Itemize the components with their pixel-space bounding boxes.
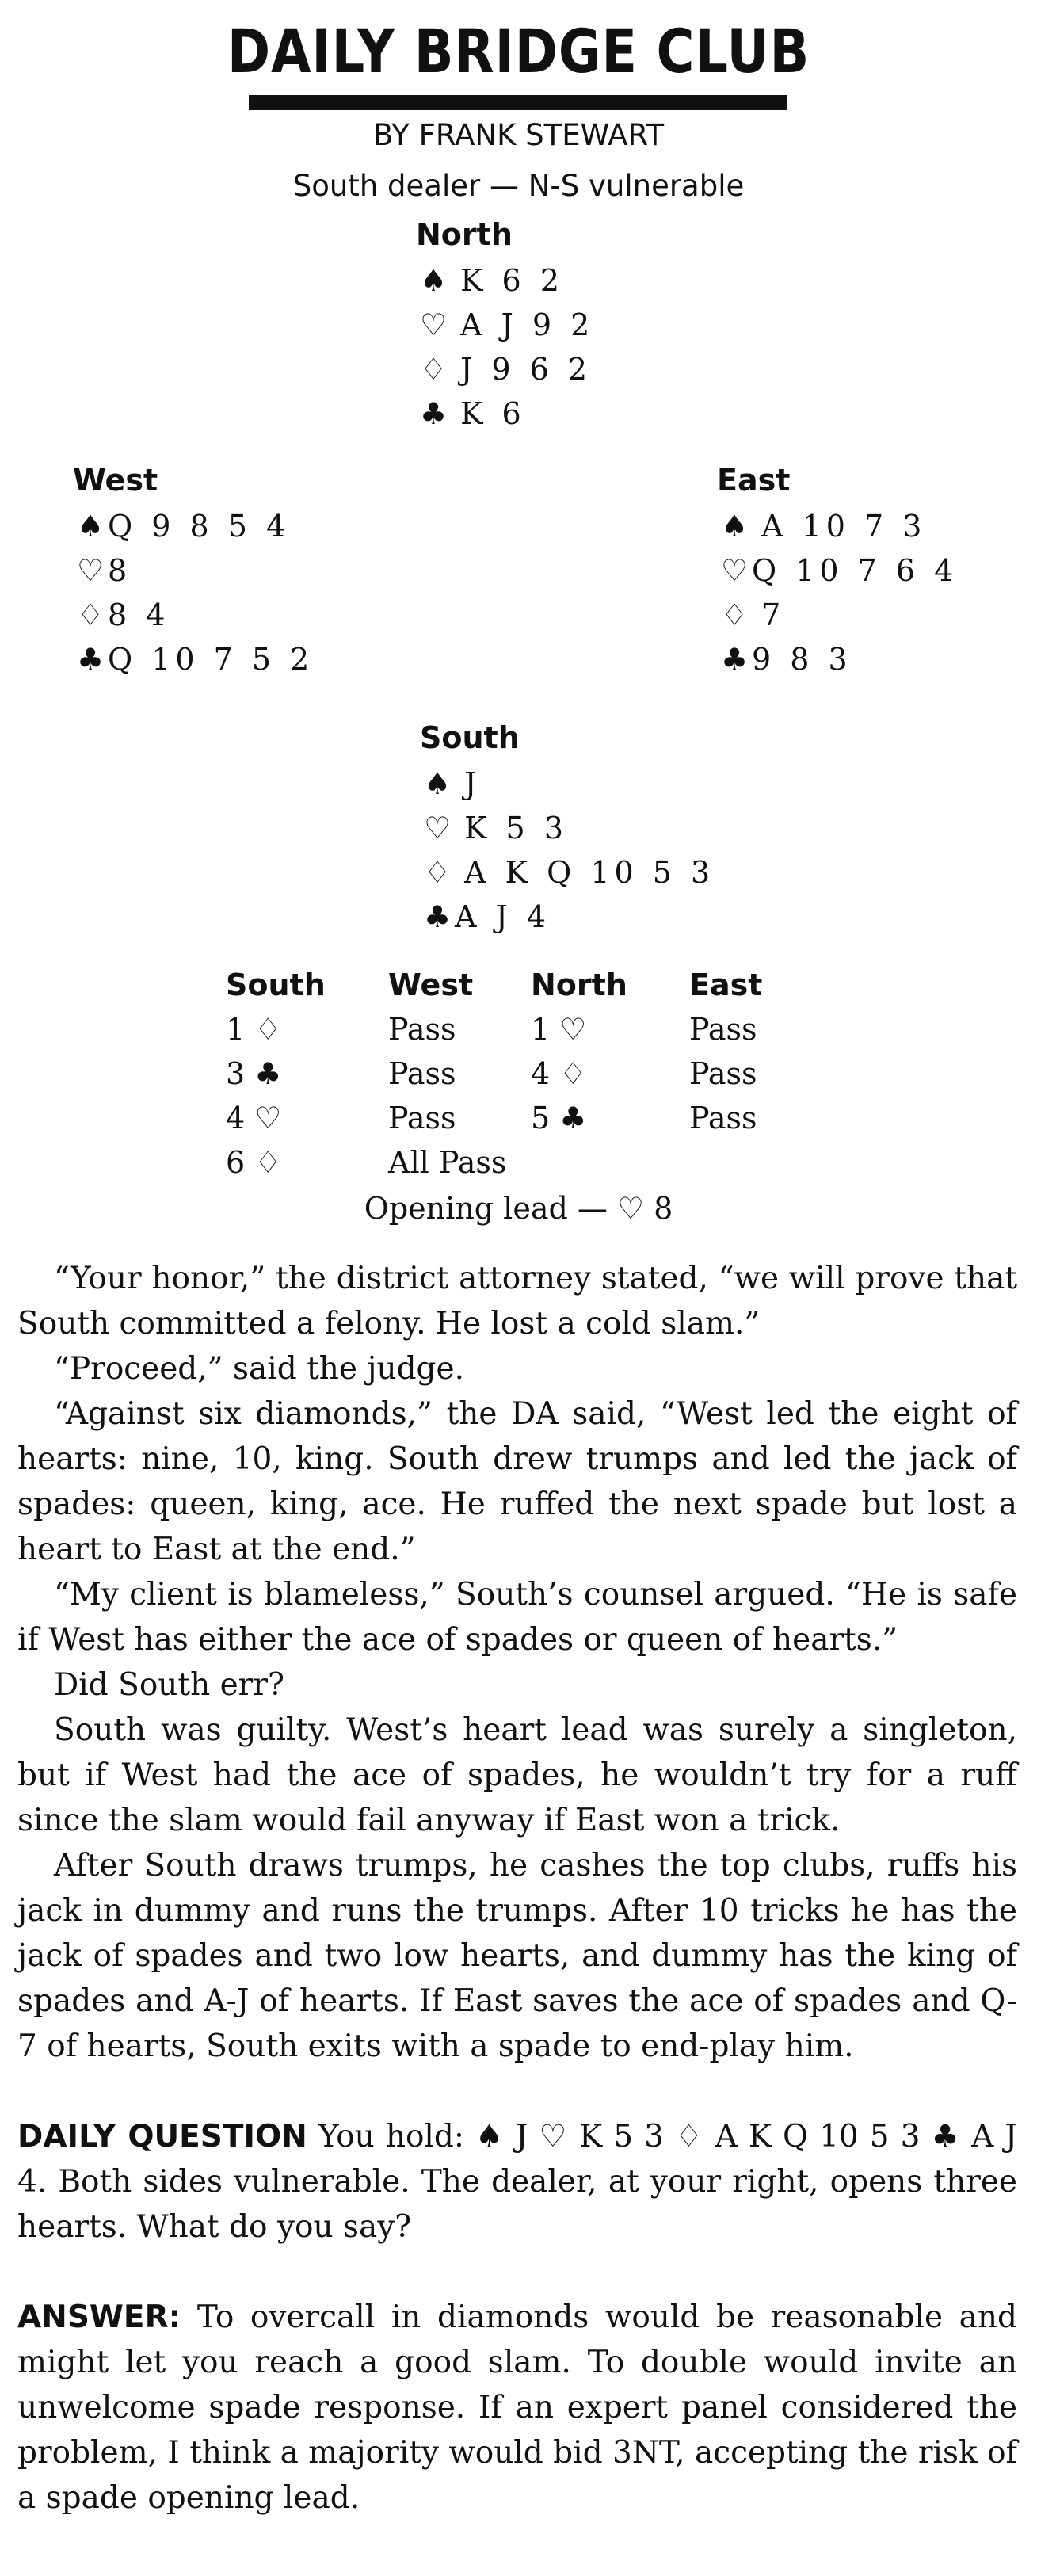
club-icon: ♣: [423, 899, 452, 934]
article-paragraph: “My client is blameless,” South’s counsel argued. “He is safe if West has either the ace of spades or queen of hearts.”: [17, 1577, 1017, 1658]
club-icon: ♣: [419, 396, 448, 431]
spade-icon: ♠: [720, 509, 749, 544]
auction-row: [226, 1140, 860, 1185]
bid: All Pass: [388, 1145, 507, 1180]
diamond-icon: ♢: [76, 597, 105, 632]
hand-south: [420, 717, 715, 939]
diamonds-row: ♢ J 9 6 2: [416, 347, 594, 391]
spade-icon: ♠: [419, 263, 448, 298]
diamond-icon: ♢: [419, 352, 448, 387]
bid: Pass: [388, 1056, 456, 1091]
clubs-row: ♣ 9 8 3: [717, 637, 958, 681]
bid: Pass: [388, 1101, 456, 1135]
spades-row: ♠ Q 9 8 5 4: [73, 504, 314, 548]
diamond-icon: ♢: [720, 597, 749, 632]
article-paragraph: “Your honor,” the district attorney stated, “we will prove that South committed a felony. He lost a cold slam.”: [17, 1261, 1017, 1341]
bid: 1 ♡: [531, 1012, 587, 1047]
bid: 1 ♢: [226, 1012, 282, 1047]
bid: 3 ♣: [226, 1056, 282, 1091]
club-icon: ♣: [720, 642, 749, 677]
bid: Pass: [689, 1056, 757, 1091]
answer-label: ANSWER:: [17, 2299, 181, 2335]
hearts-row: ♡ A J 9 2: [416, 303, 594, 347]
article-paragraph: Did South err?: [54, 1667, 284, 1703]
auction-header-west: West: [388, 967, 474, 1002]
clubs-row: ♣ Q 10 7 5 2: [73, 637, 314, 681]
auction-header-south: South: [226, 967, 326, 1002]
spade-icon: ♠: [423, 766, 452, 801]
auction-header-north: North: [531, 967, 627, 1002]
hand-north: [416, 214, 594, 436]
diamond-icon: ♢: [423, 855, 452, 890]
bid: 5 ♣: [531, 1101, 587, 1135]
auction-table: [226, 963, 860, 1185]
auction-header-east: East: [689, 967, 763, 1002]
title-rule: [249, 95, 787, 110]
diamonds-row: ♢ A K Q 10 5 3: [420, 850, 715, 895]
bid: 4 ♢: [531, 1056, 587, 1091]
diamonds-row: ♢ 7: [717, 593, 958, 637]
hand-label: West: [73, 463, 158, 498]
auction-header-row: [226, 963, 860, 1007]
spades-row: ♠ J: [420, 761, 715, 806]
bid: 6 ♢: [226, 1145, 282, 1180]
heart-icon: ♡: [76, 553, 105, 588]
dealer-line: South dealer — N-S vulnerable: [292, 169, 745, 203]
hand-label: South: [420, 720, 520, 755]
hand-east: [717, 460, 958, 681]
hearts-row: ♡ 8: [73, 548, 314, 593]
hand-label: North: [416, 217, 513, 252]
spades-row: ♠ A 10 7 3: [717, 504, 958, 548]
bid: Pass: [689, 1012, 757, 1047]
club-icon: ♣: [76, 642, 105, 677]
hearts-row: ♡ Q 10 7 6 4: [717, 548, 958, 593]
hand-west: [73, 460, 314, 681]
article-paragraph: “Proceed,” said the judge.: [54, 1351, 464, 1387]
bid: Pass: [388, 1012, 456, 1047]
bid: Pass: [689, 1101, 757, 1135]
spade-icon: ♠: [76, 509, 105, 544]
diamonds-row: ♢ 8 4: [73, 593, 314, 637]
bid: 4 ♡: [226, 1101, 282, 1135]
answer: [17, 2295, 1017, 2521]
heart-icon: ♡: [423, 811, 452, 845]
article-paragraph: “Against six diamonds,” the DA said, “West led the eight of hearts: nine, 10, king. South drew trumps and led the jack of spades: queen, king, ace. He ruffed the next spade but lost a heart to East at the end.”: [17, 1396, 1017, 1567]
answer-text: To overcall in diamonds would be reasonable and might let you reach a good slam. To double would invite an unwelcome spade response. If an expert panel considered the problem, I think a majority would bid 3NT, accepting the risk of a spade opening lead.: [17, 2299, 1017, 2516]
article-body: [17, 1256, 1017, 2521]
article-paragraph: South was guilty. West’s heart lead was surely a singleton, but if West had the ace of spades, he wouldn’t try for a ruff since the slam would fail anyway if East won a trick.: [17, 1712, 1017, 1838]
clubs-row: ♣ K 6: [416, 391, 594, 436]
byline: BY FRANK STEWART: [372, 118, 665, 152]
daily-question-text: You hold: ♠ J ♡ K 5 3 ♢ A K Q 10 5 3 ♣ A J 4. Both sides vulnerable. The dealer, at your right, opens three hearts. What do you say?: [17, 2119, 1017, 2245]
spades-row: ♠ K 6 2: [416, 258, 594, 303]
daily-question-label: DAILY QUESTION: [17, 2119, 307, 2154]
opening-lead: Opening lead — ♡ 8: [364, 1191, 673, 1226]
daily-question: [17, 2114, 1017, 2250]
clubs-row: ♣ A J 4: [420, 895, 715, 939]
auction-row: [226, 1096, 860, 1140]
column-title: DAILY BRIDGE CLUB: [227, 16, 810, 86]
heart-icon: ♡: [419, 307, 448, 342]
auction-row: [226, 1051, 860, 1096]
heart-icon: ♡: [720, 553, 749, 588]
auction-row: [226, 1007, 860, 1051]
hand-label: East: [717, 463, 791, 498]
hearts-row: ♡ K 5 3: [420, 806, 715, 850]
article-paragraph: After South draws trumps, he cashes the top clubs, ruffs his jack in dummy and runs the trumps. After 10 tricks he has the jack of spades and two low hearts, and dummy has the king of spades and A-J of hearts. If East saves the ace of spades and Q-7 of hearts, South exits with a spade to end-play him.: [17, 1848, 1017, 2064]
